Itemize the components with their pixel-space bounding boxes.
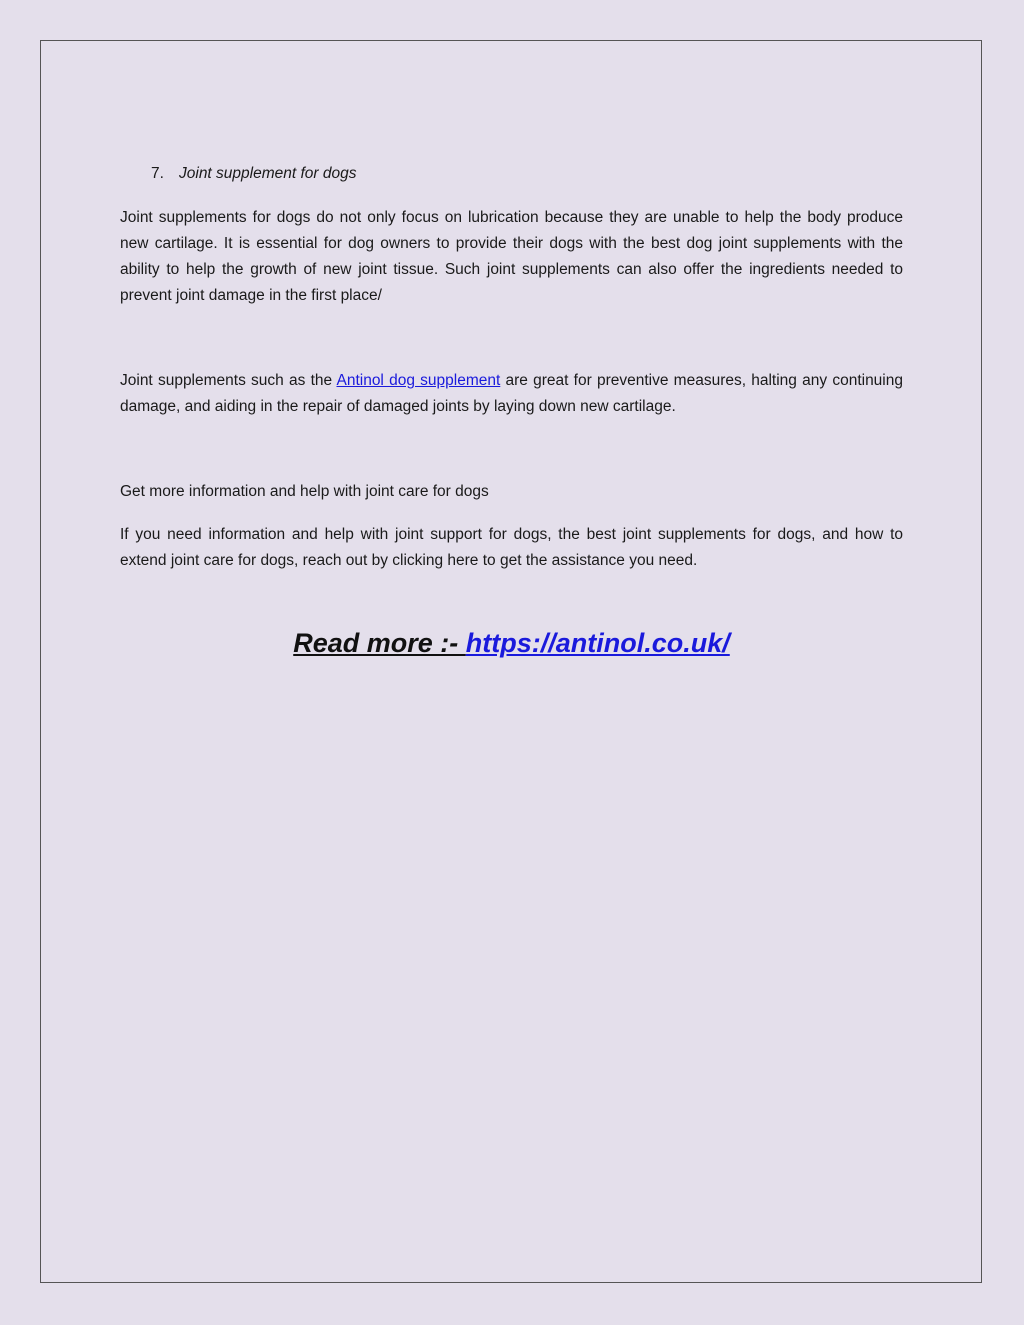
paragraph-antinol-before: Joint supplements such as the (120, 372, 337, 389)
read-more (120, 626, 903, 660)
paragraph-antinol (120, 368, 903, 420)
section-number: 7. (151, 165, 164, 182)
section-title: Joint supplement for dogs (179, 165, 357, 182)
document-content (120, 162, 903, 660)
read-more-label: Read more :- (293, 628, 466, 658)
read-more-link[interactable]: https://antinol.co.uk/ (465, 628, 730, 658)
paragraph-help: If you need information and help with joint support for dogs, the best joint supplements for dogs, and how to extend joint care for dogs, reach out by clicking here to get the assistance you need. (120, 526, 903, 569)
paragraph-antinol-after: are great for preventive measures, halting any continuing damage, and aiding in the repair of damaged joints by laying down new cartilage. (120, 372, 903, 415)
antinol-supplement-link[interactable]: Antinol dog supplement (336, 372, 501, 389)
paragraph-more-info-heading: Get more information and help with joint care for dogs (120, 483, 489, 500)
paragraph-lubrication: Joint supplements for dogs do not only focus on lubrication because they are unable to help the body produce new cartilage. It is essential for dog owners to provide their dogs with the best dog joint supplements with the ability to help the growth of new joint tissue. Such joint supplements can also offer the ingredients needed to prevent joint damage in the first place/ (120, 209, 903, 304)
section-heading (151, 162, 903, 186)
